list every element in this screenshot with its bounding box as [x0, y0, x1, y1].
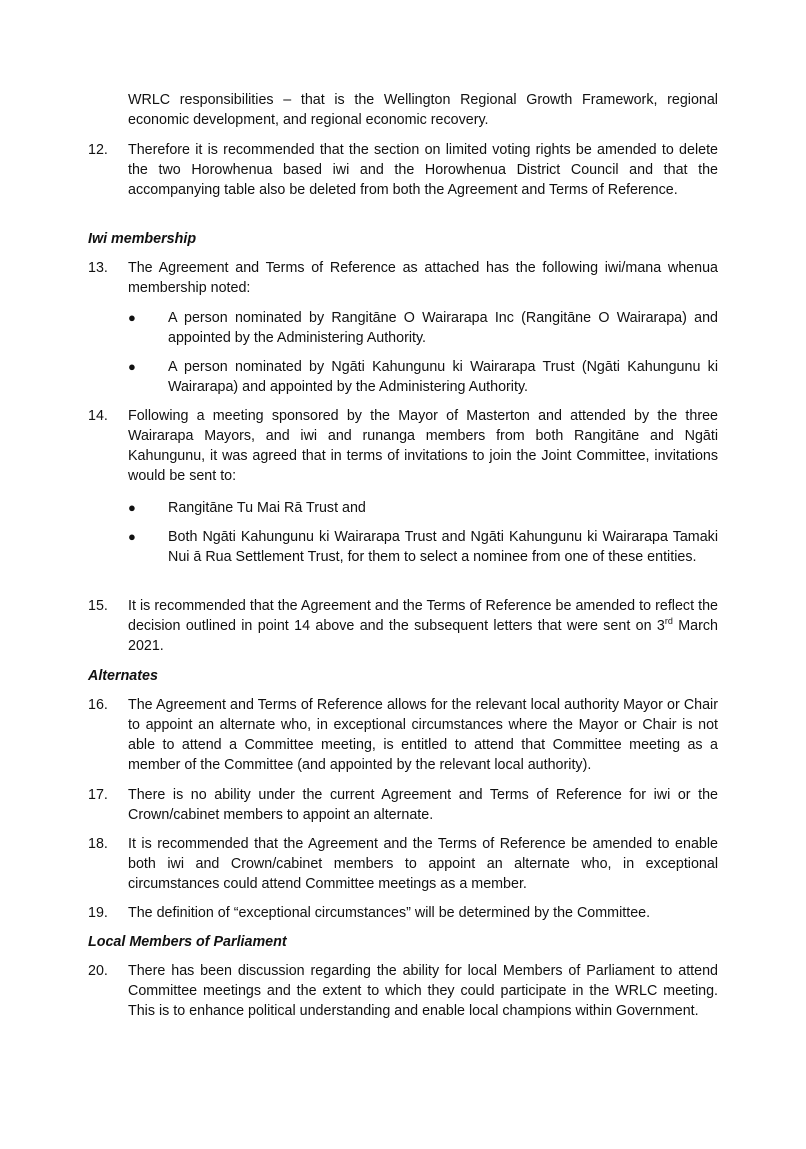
- paragraph-number: 15.: [88, 598, 108, 614]
- paragraph-19: [88, 903, 718, 923]
- paragraph-text: Therefore it is recommended that the section on limited voting rights be amended to delete the two Horowhenua based iwi and the Horowhenua District Council and that the accompanying table also be deleted from both the Agreement and Terms of Reference.: [128, 142, 718, 198]
- bullet-item: [128, 498, 718, 518]
- paragraph-14: [88, 406, 718, 486]
- bullet-icon: ●: [128, 500, 136, 515]
- heading-iwi-membership: Iwi membership: [88, 231, 197, 247]
- bullet-text: A person nominated by Rangitāne O Wairarapa Inc (Rangitāne O Wairarapa) and appointed by the Administering Authority.: [168, 310, 718, 346]
- bullet-icon: ●: [128, 529, 136, 544]
- bullet-item: [128, 527, 718, 567]
- bullet-icon: ●: [128, 359, 136, 374]
- paragraph-number: 13.: [88, 260, 108, 276]
- paragraph-20: [88, 961, 718, 1021]
- paragraph-text-end: March 2021.: [128, 618, 718, 654]
- paragraph-text: It is recommended that the Agreement and the Terms of Reference be amended to enable both iwi and Crown/cabinet members to appoint an alternate who, in exceptional circumstances could attend Committee meetings as a member.: [128, 836, 718, 892]
- paragraph-number: 19.: [88, 905, 108, 921]
- paragraph-text: Following a meeting sponsored by the Mayor of Masterton and attended by the three Wairarapa Mayors, and iwi and runanga members from both Rangitāne and Ngāti Kahungunu, it was agreed that in terms of invitations to join the Joint Committee, invitations would be sent to:: [128, 408, 718, 484]
- bullet-item: [128, 357, 718, 397]
- paragraph-17: [88, 785, 718, 825]
- paragraph-number: 17.: [88, 787, 108, 803]
- paragraph-text: There is no ability under the current Agreement and Terms of Reference for iwi or the Crown/cabinet members to appoint an alternate.: [128, 787, 718, 823]
- ordinal-suffix: rd: [664, 616, 673, 627]
- paragraph-text: The definition of “exceptional circumstances” will be determined by the Committee.: [128, 905, 651, 921]
- continuation-text: WRLC responsibilities – that is the Wellington Regional Growth Framework, regional economic development, and regional economic recovery.: [128, 92, 718, 128]
- bullet-icon: ●: [128, 310, 136, 325]
- bullet-text: Both Ngāti Kahungunu ki Wairarapa Trust and Ngāti Kahungunu ki Wairarapa Tamaki Nui ā Rua Settlement Trust, for them to select a nominee from one of these entities.: [168, 529, 718, 565]
- paragraph-15: [88, 596, 718, 656]
- paragraph-18: [88, 834, 718, 894]
- paragraph-text: [128, 596, 718, 656]
- paragraph-number: 18.: [88, 836, 108, 852]
- paragraph-text: The Agreement and Terms of Reference allows for the relevant local authority Mayor or Chair to appoint an alternate who, in exceptional circumstances where the Mayor or Chair is not able to attend a Committee meeting, is entitled to attend that Committee meeting as a member of the Committee (and appointed by the relevant local authority).: [128, 697, 718, 773]
- paragraph-16: [88, 695, 718, 775]
- paragraph-12: [88, 140, 718, 200]
- paragraph-number: 12.: [88, 142, 108, 158]
- paragraph-text-start: It is recommended that the Agreement and the Terms of Reference be amended to reflect the decision outlined in point 14 above and the subsequent letters that were sent on 3: [128, 598, 718, 634]
- paragraph-number: 14.: [88, 408, 108, 424]
- bullet-text: A person nominated by Ngāti Kahungunu ki Wairarapa Trust (Ngāti Kahungunu ki Wairarapa) and appointed by the Administering Authority.: [168, 359, 718, 395]
- paragraph-number: 20.: [88, 963, 108, 979]
- paragraph-number: 16.: [88, 697, 108, 713]
- paragraph-13: [88, 258, 718, 298]
- bullet-item: [128, 308, 718, 348]
- paragraph-text: The Agreement and Terms of Reference as attached has the following iwi/mana whenua membership noted:: [128, 260, 718, 296]
- heading-local-members-of-parliament: Local Members of Parliament: [88, 934, 287, 950]
- paragraph-text: There has been discussion regarding the ability for local Members of Parliament to attend Committee meetings and the extent to which they could participate in the WRLC meeting. This is to enhance political understanding and enable local champions within Government.: [128, 963, 718, 1019]
- heading-alternates: Alternates: [88, 668, 158, 684]
- bullet-text: Rangitāne Tu Mai Rā Trust and: [168, 500, 366, 516]
